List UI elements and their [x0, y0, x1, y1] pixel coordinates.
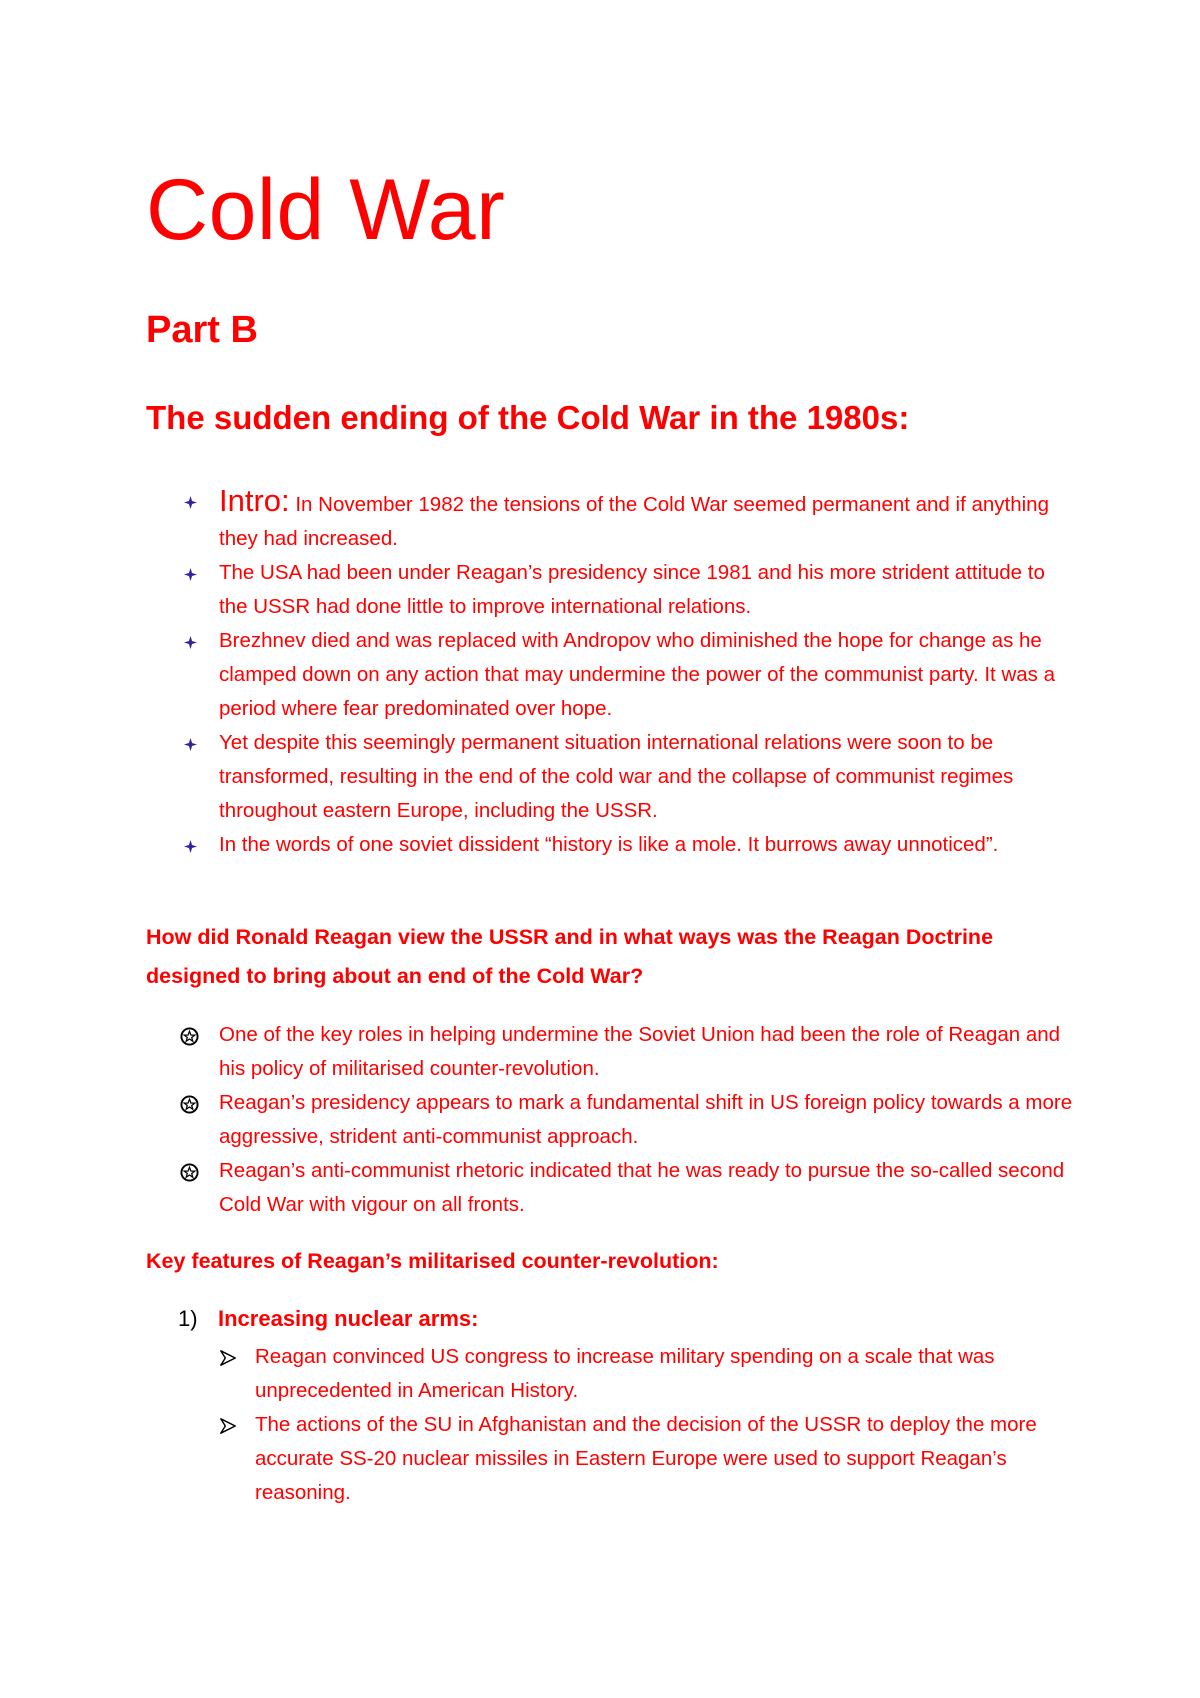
list-item-text: In November 1982 the tensions of the Cold War seemed permanent and if anything they had increased. [219, 493, 1049, 550]
list-item-text: Reagan’s anti-communist rhetoric indicated that he was ready to pursue the so-called second Cold War with vigour on all fronts. [219, 1159, 1065, 1216]
list-item-text: Yet despite this seemingly permanent situation international relations were soon to be transformed, resulting in the end of the cold war and the collapse of communist regimes throughout eastern Europe, including the USSR. [219, 731, 1014, 822]
reagan-question-heading: How did Ronald Reagan view the USSR and in what ways was the Reagan Doctrine designed to bring about an end of the Cold War? [146, 925, 994, 988]
reagan-bullet-list [0, 1018, 1200, 1222]
list-item [0, 484, 1079, 556]
arms-bullet-list [0, 1340, 1200, 1510]
list-item [0, 1154, 1079, 1222]
list-item [0, 1018, 1079, 1086]
list-item-text: Reagan’s presidency appears to mark a fundamental shift in US foreign policy towards a more aggressive, strident anti-communist approach. [219, 1091, 1073, 1148]
arrowhead-icon [219, 1417, 237, 1435]
numbered-item [178, 1302, 478, 1336]
list-item-text: Brezhnev died and was replaced with Andropov who diminished the hope for change as he clamped down on any action that may undermine the power of the communist party. It was a period where fear predominated over hope. [219, 629, 1055, 720]
list-item [0, 1408, 1055, 1510]
list-item [0, 726, 1079, 828]
list-item [0, 1086, 1079, 1154]
star-in-circle-icon [180, 1095, 199, 1114]
list-item-text: One of the key roles in helping undermine the Soviet Union had been the role of Reagan and his policy of militarised counter-revolution. [219, 1023, 1061, 1080]
four-point-star-icon [184, 840, 197, 853]
four-point-star-icon [184, 636, 197, 649]
star-in-circle-icon [180, 1027, 199, 1046]
list-item [0, 1340, 1055, 1408]
list-item-text: The actions of the SU in Afghanistan and the decision of the USSR to deploy the more accurate SS-20 nuclear missiles in Eastern Europe were used to support Reagan’s reasoning. [255, 1413, 1037, 1504]
four-point-star-icon [184, 568, 197, 581]
item-label: Increasing nuclear arms: [218, 1306, 479, 1331]
intro-label: Intro: [219, 483, 290, 518]
item-number: 1) [178, 1306, 198, 1331]
part-heading: Part B [146, 309, 258, 351]
section-subtitle: The sudden ending of the Cold War in the 1980s: [146, 399, 910, 436]
list-item-text: Reagan convinced US congress to increase military spending on a scale that was unprecedented in American History. [255, 1345, 995, 1402]
key-features-heading: Key features of Reagan’s militarised counter-revolution: [146, 1249, 719, 1273]
four-point-star-icon [184, 496, 197, 509]
list-item [0, 828, 1079, 862]
list-item-text: The USA had been under Reagan’s presidency since 1981 and his more strident attitude to the USSR had done little to improve international relations. [219, 561, 1045, 618]
list-item [0, 624, 1079, 726]
intro-bullet-list [0, 484, 1200, 862]
list-item [0, 556, 1079, 624]
document-title: Cold War [146, 162, 506, 258]
four-point-star-icon [184, 738, 197, 751]
list-item-text: In the words of one soviet dissident “history is like a mole. It burrows away unnoticed”. [219, 833, 999, 856]
arrowhead-icon [219, 1349, 237, 1367]
star-in-circle-icon [180, 1163, 199, 1182]
